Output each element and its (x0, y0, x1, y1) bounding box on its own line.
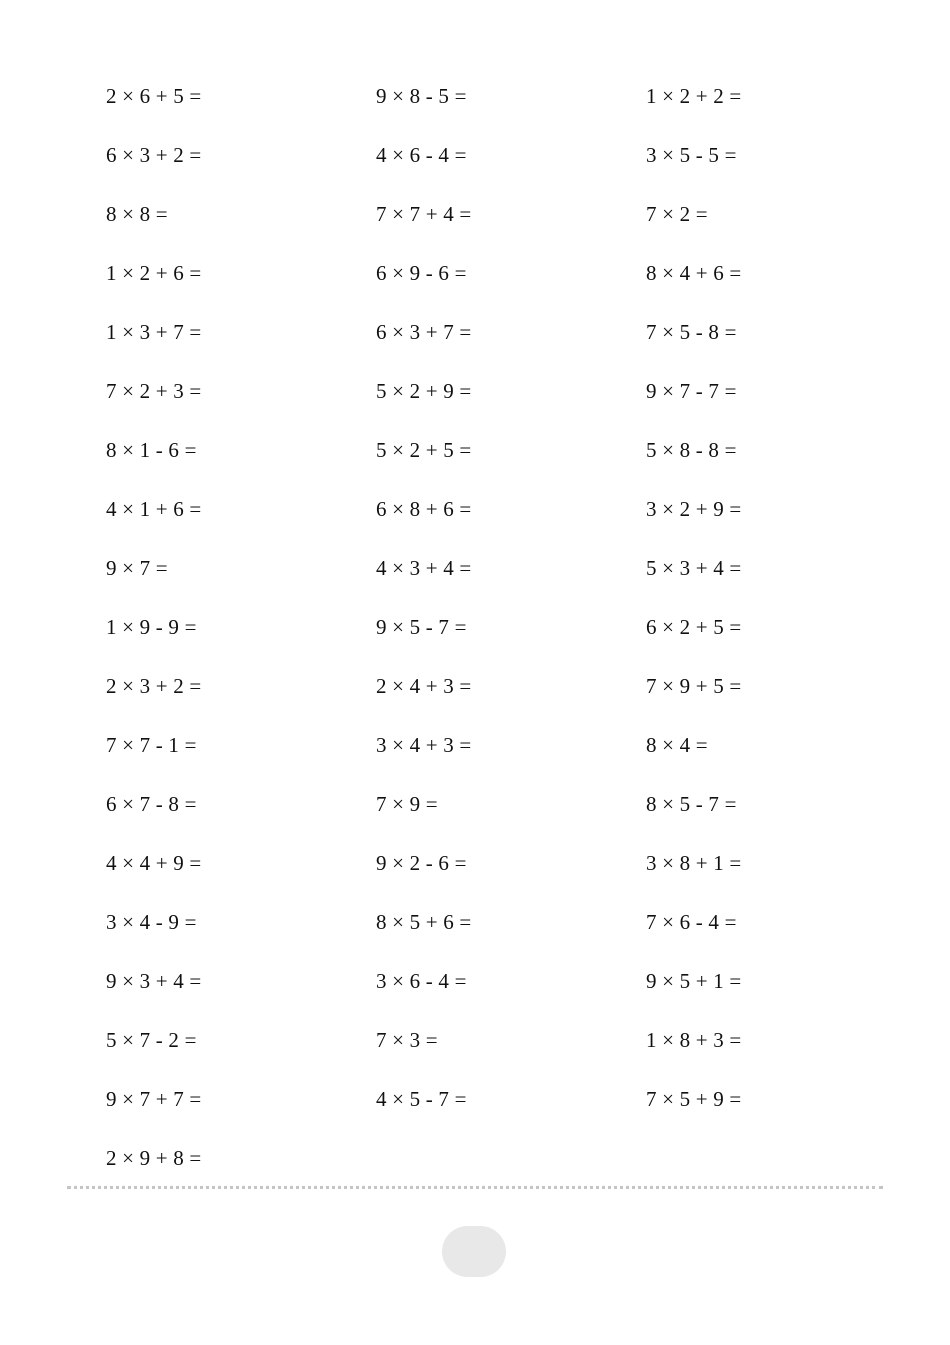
math-problem: 9 × 7 - 7 = (646, 379, 737, 403)
math-problem: 4 × 6 - 4 = (376, 143, 467, 167)
math-problem: 3 × 6 - 4 = (376, 969, 467, 993)
math-problem: 9 × 5 + 1 = (646, 969, 742, 993)
math-problem: 6 × 3 + 7 = (376, 320, 472, 344)
math-problem: 1 × 2 + 2 = (646, 84, 742, 108)
math-problem: 2 × 9 + 8 = (106, 1146, 202, 1170)
math-problem: 1 × 8 + 3 = (646, 1028, 742, 1052)
math-problem: 8 × 1 - 6 = (106, 438, 197, 462)
math-problem: 5 × 3 + 4 = (646, 556, 742, 580)
math-problem: 2 × 4 + 3 = (376, 674, 472, 698)
math-problem: 7 × 7 - 1 = (106, 733, 197, 757)
math-problem: 2 × 3 + 2 = (106, 674, 202, 698)
math-problem: 9 × 5 - 7 = (376, 615, 467, 639)
math-problem: 4 × 5 - 7 = (376, 1087, 467, 1111)
math-problem: 7 × 2 + 3 = (106, 379, 202, 403)
math-problem: 7 × 5 + 9 = (646, 1087, 742, 1111)
math-problem: 9 × 7 = (106, 556, 168, 580)
page-number-badge (442, 1226, 506, 1277)
math-problem: 8 × 4 = (646, 733, 708, 757)
math-problem: 8 × 5 - 7 = (646, 792, 737, 816)
math-problem: 2 × 6 + 5 = (106, 84, 202, 108)
math-problem: 4 × 4 + 9 = (106, 851, 202, 875)
math-problem: 1 × 9 - 9 = (106, 615, 197, 639)
math-problem: 5 × 2 + 5 = (376, 438, 472, 462)
math-problem: 4 × 3 + 4 = (376, 556, 472, 580)
math-problem: 9 × 8 - 5 = (376, 84, 467, 108)
math-problem: 7 × 9 = (376, 792, 438, 816)
math-problem: 6 × 9 - 6 = (376, 261, 467, 285)
math-problem: 6 × 2 + 5 = (646, 615, 742, 639)
math-problem: 9 × 7 + 7 = (106, 1087, 202, 1111)
math-problem: 7 × 7 + 4 = (376, 202, 472, 226)
math-problem: 5 × 7 - 2 = (106, 1028, 197, 1052)
math-problem: 3 × 2 + 9 = (646, 497, 742, 521)
math-problem: 8 × 5 + 6 = (376, 910, 472, 934)
dotted-divider (67, 1186, 883, 1189)
math-problem: 9 × 3 + 4 = (106, 969, 202, 993)
math-problem: 6 × 3 + 2 = (106, 143, 202, 167)
math-problem: 6 × 8 + 6 = (376, 497, 472, 521)
math-problem: 3 × 5 - 5 = (646, 143, 737, 167)
math-problem: 3 × 4 + 3 = (376, 733, 472, 757)
math-problem: 3 × 8 + 1 = (646, 851, 742, 875)
math-problem: 7 × 3 = (376, 1028, 438, 1052)
math-problem: 4 × 1 + 6 = (106, 497, 202, 521)
math-problem: 3 × 4 - 9 = (106, 910, 197, 934)
math-problem: 5 × 8 - 8 = (646, 438, 737, 462)
math-problem: 8 × 4 + 6 = (646, 261, 742, 285)
math-problem: 1 × 3 + 7 = (106, 320, 202, 344)
math-problem: 7 × 2 = (646, 202, 708, 226)
math-problem: 7 × 9 + 5 = (646, 674, 742, 698)
math-problem: 1 × 2 + 6 = (106, 261, 202, 285)
math-problem: 8 × 8 = (106, 202, 168, 226)
math-problem: 6 × 7 - 8 = (106, 792, 197, 816)
math-problem: 7 × 6 - 4 = (646, 910, 737, 934)
math-problem: 5 × 2 + 9 = (376, 379, 472, 403)
math-problem: 9 × 2 - 6 = (376, 851, 467, 875)
math-problem: 7 × 5 - 8 = (646, 320, 737, 344)
problem-grid (106, 81, 926, 1202)
